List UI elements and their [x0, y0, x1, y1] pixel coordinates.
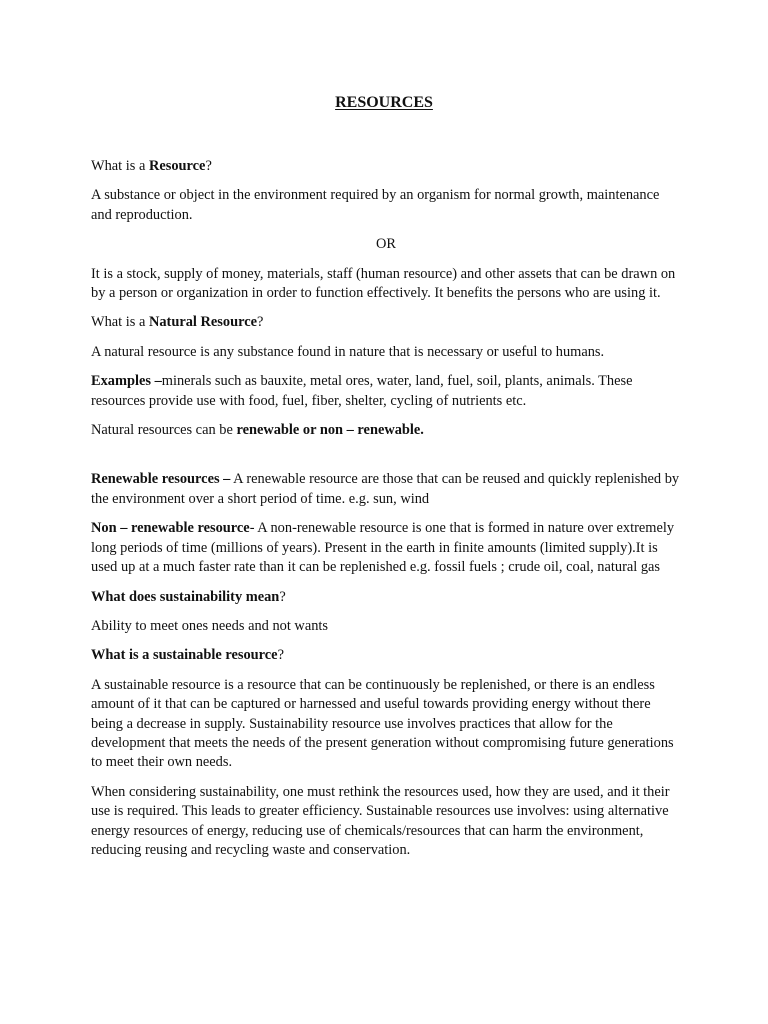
examples-paragraph: Examples –minerals such as bauxite, metal ores, water, land, fuel, soil, plants, animals. These resources provide use with food, fuel, fiber, shelter, cycling of nutrients etc. — [91, 373, 633, 409]
natural-resource-types: Natural resources can be renewable or non – renewable. — [91, 422, 424, 439]
page-title: RESOURCES — [335, 94, 433, 111]
definition-resource-1: A substance or object in the environment required by an organism for normal growth, maintenance and reproduction. — [91, 187, 660, 223]
definition-sustainable-resource: A sustainable resource is a resource that can be continuously be replenished, or there is an endless amount of it that can be captured or harnessed and useful towards providing energy without there being a decrease in supply. Sustainability resource use involves practices that allow for the development that meets the needs of the present generation without compromising future generations to meet their own needs. — [91, 676, 674, 771]
definition-resource-2: It is a stock, supply of money, materials, staff (human resource) and other assets that can be drawn on by a person or organization in order to function effectively. It benefits the persons who are using it. — [91, 265, 676, 302]
spacer — [91, 450, 681, 470]
or-separator: OR — [376, 236, 396, 253]
non-renewable-paragraph: Non – renewable resource- A non-renewable resource is one that is formed in nature over extremely long periods of time (millions of years). Present in the earth in finite amounts (limited supply).It is used up at a much faster rate than it can be replenished e.g. fossil fuels ; crude oil, coal, natural gas — [91, 520, 675, 576]
definition-natural-resource: A natural resource is any substance found in nature that is necessary or useful to humans. — [91, 343, 605, 360]
question-resource: What is a Resource? — [91, 158, 212, 174]
renewable-paragraph: Renewable resources – A renewable resource are those that can be reused and quickly replenished by the environment over a short period of time. e.g. sun, wind — [91, 471, 680, 507]
considering-sustainability-paragraph: When considering sustainability, one must rethink the resources used, how they are used, and it their use is required. This leads to greater efficiency. Sustainable resources use involves: using alternative energy resources of energy, reducing use of chemicals/resources that can harm the environment, reducing reusing and recycling waste and conservation. — [91, 783, 670, 858]
document-body — [91, 157, 681, 870]
question-natural-resource: What is a Natural Resource? — [91, 314, 264, 331]
question-sustainability: What does sustainability mean? — [91, 588, 286, 605]
definition-sustainability: Ability to meet ones needs and not wants — [91, 617, 329, 634]
question-sustainable-resource: What is a sustainable resource? — [91, 647, 284, 664]
